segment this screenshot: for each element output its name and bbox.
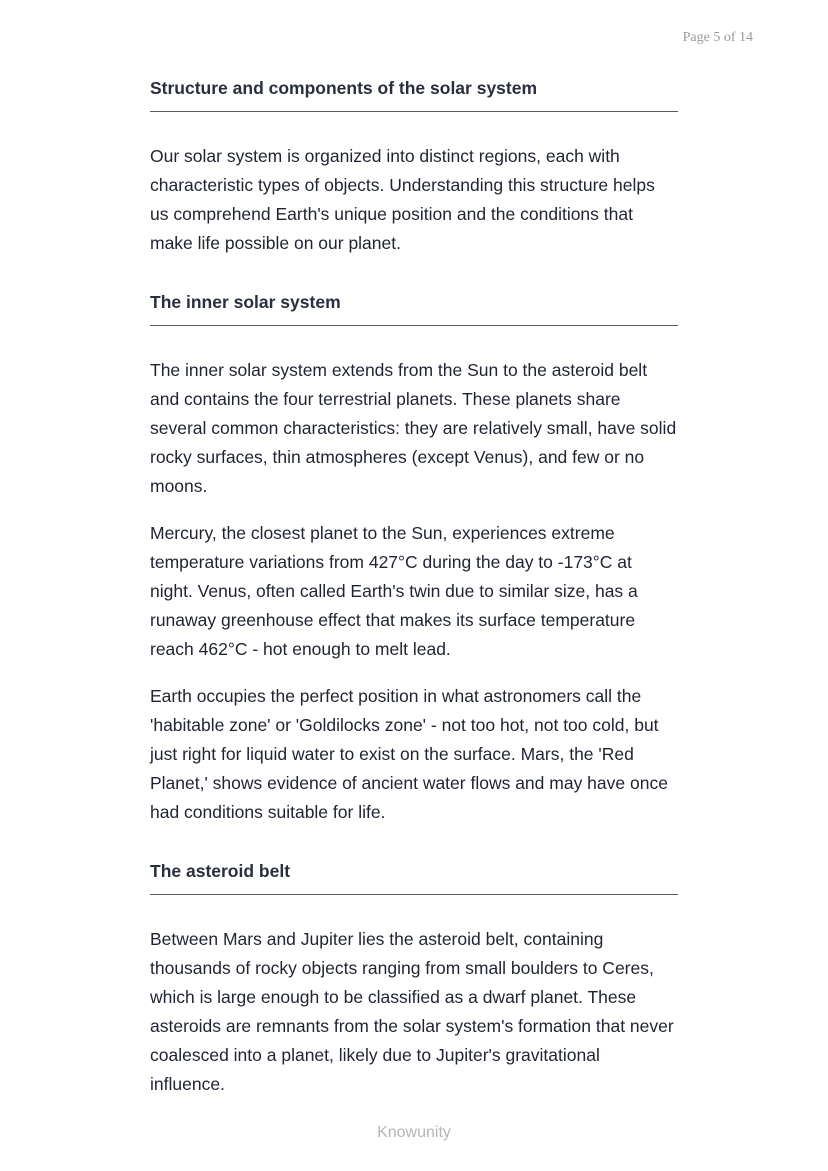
document-body (150, 76, 678, 1099)
paragraph: Our solar system is organized into distinct regions, each with characteristic types of objects. Understanding this structure helps us comprehend Earth's unique position and the conditions that make life possible on our planet. (150, 146, 655, 253)
section-inner-solar-system (150, 290, 678, 827)
section-structure (150, 76, 678, 258)
section-heading: Structure and components of the solar system (150, 76, 678, 112)
paragraph: Earth occupies the perfect position in what astronomers call the 'habitable zone' or 'Goldilocks zone' - not too hot, not too cold, but just right for liquid water to exist on the surface. Mars, the 'Red Planet,' shows evidence of ancient water flows and may have once had conditions suitable for life. (150, 686, 668, 822)
section-heading: The inner solar system (150, 290, 678, 326)
page-number: Page 5 of 14 (682, 30, 753, 45)
paragraph: Between Mars and Jupiter lies the asteroid belt, containing thousands of rocky objects ranging from small boulders to Ceres, which is large enough to be classified as a dwarf planet. These asteroids are remnants from the solar system's formation that never coalesced into a planet, likely due to Jupiter's gravitational influence. (150, 929, 674, 1094)
paragraph: The inner solar system extends from the Sun to the asteroid belt and contains the four terrestrial planets. These planets share several common characteristics: they are relatively small, have solid rocky surfaces, thin atmospheres (except Venus), and few or no moons. (150, 360, 677, 496)
footer-brand: Knowunity (377, 1124, 451, 1141)
section-asteroid-belt (150, 859, 678, 1099)
paragraph: Mercury, the closest planet to the Sun, experiences extreme temperature variations from 427°C during the day to -173°C at night. Venus, often called Earth's twin due to similar size, has a runaway greenhouse effect that makes its surface temperature reach 462°C - hot enough to melt lead. (150, 523, 638, 659)
section-heading: The asteroid belt (150, 859, 678, 895)
